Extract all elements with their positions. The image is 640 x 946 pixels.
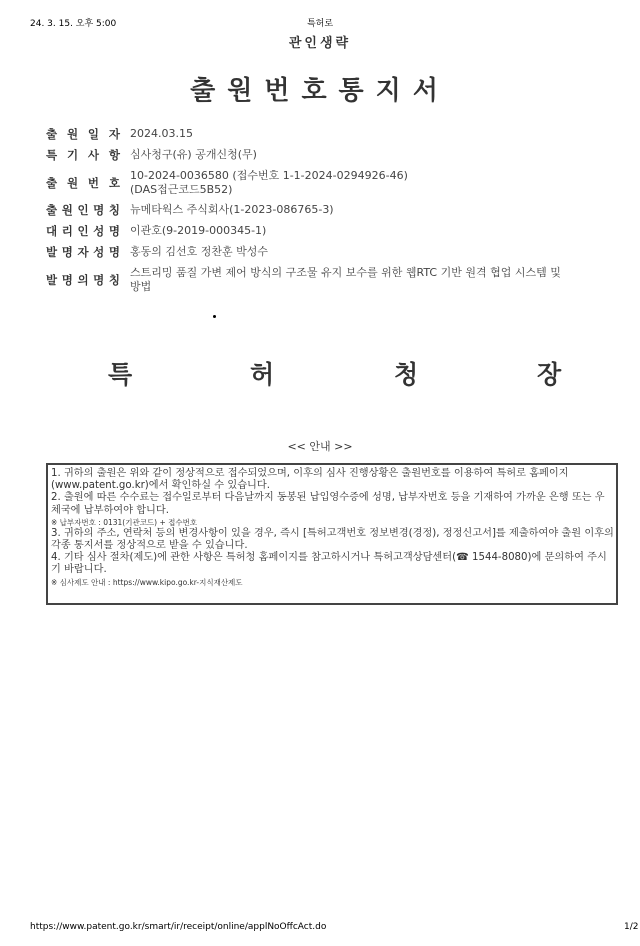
- field-label-char: 특: [46, 148, 58, 162]
- field-label-char: 자: [77, 245, 89, 259]
- field-label-char: 칭: [108, 273, 120, 287]
- field-label-char: 호: [108, 176, 120, 190]
- notice-item-2: 2. 출원에 따른 수수료는 접수일로부터 다음날까지 동봉된 납입영수증에 성명, 납부자번호 등을 기재하여 가까운 은행 또는 우체국에 납부하여야 합니다.: [51, 492, 605, 516]
- field-label-char: 명: [108, 245, 120, 259]
- notice-box: [46, 463, 618, 605]
- field-label-char: 항: [108, 148, 120, 162]
- print-page-number: 1/2: [624, 922, 639, 932]
- bullet-dot: [213, 315, 216, 318]
- document-title: 출원번호통지서: [190, 76, 450, 106]
- agent-name-value: 이관호(9-2019-000345-1): [130, 224, 267, 237]
- field-label-char: 번: [87, 176, 100, 190]
- applicant-name-value: 뉴메타웍스 주식회사(1-2023-086765-3): [130, 203, 334, 216]
- field-row-special-notes: [46, 147, 626, 163]
- field-label-char: 출: [46, 127, 58, 141]
- field-label: [46, 223, 130, 239]
- guide-heading: << 안내 >>: [287, 440, 353, 453]
- notice-note-system-guide: ※ 심사제도 안내 : https://www.kipo.go.kr-지식재산제도: [51, 577, 243, 587]
- field-label-char: 인: [77, 203, 89, 217]
- field-label-char: 기: [66, 148, 79, 162]
- field-label-char: 명: [108, 224, 120, 238]
- field-label-char: 원: [66, 176, 79, 190]
- print-footer-url: https://www.patent.go.kr/smart/ir/receipt/online/applNoOffcAct.do: [30, 922, 327, 932]
- field-label-char: 리: [61, 224, 73, 238]
- notice-item-1: 1. 귀하의 출원은 위와 같이 정상적으로 접수되었으며, 이후의 심사 진행상황은 출원번호를 이용하여 특허로 홈페이지(www.patent.go.kr)에서 확인하실 수 있습니다.: [51, 468, 569, 492]
- notice-note-payer-number: ※ 납부자번호 : 0131(기관코드) + 접수번호: [51, 517, 198, 527]
- field-label: [46, 147, 130, 163]
- field-label-char: 발: [46, 245, 58, 259]
- application-number-value: 10-2024-0036580 (접수번호 1-1-2024-0294926-46) (DAS접근코드5B52): [130, 169, 408, 196]
- field-label: [46, 126, 130, 142]
- field-label-char: 사: [87, 148, 100, 162]
- notice-item-4: 4. 기타 심사 절차(제도)에 관한 사항은 특허청 홈페이지를 참고하시거나 특허고객상담센터(☎ 1544-8080)에 문의하여 주시기 바랍니다.: [51, 552, 607, 576]
- seal-omitted-notice: 관인생략: [288, 36, 352, 51]
- field-row-application-number: [46, 168, 626, 197]
- field-label-char: 출: [46, 176, 58, 190]
- field-row-filing-date: [46, 126, 626, 142]
- office-char: 허: [250, 360, 275, 389]
- field-label-char: 성: [93, 245, 105, 259]
- field-label-char: 성: [93, 224, 105, 238]
- field-label-char: 명: [61, 273, 73, 287]
- field-row-agent-name: [46, 223, 626, 239]
- field-label: [46, 265, 130, 294]
- field-label-char: 일: [87, 127, 100, 141]
- field-label-char: 의: [77, 273, 89, 287]
- field-label: [46, 202, 130, 218]
- field-label-char: 명: [93, 273, 105, 287]
- field-label-char: 원: [61, 203, 73, 217]
- invention-title-value: 스트리밍 품질 가변 제어 방식의 구조물 유지 보수를 위한 웹RTC 기반 원격 협업 시스템 및 방법: [130, 266, 561, 293]
- inventor-names-value: 홍동의 김선호 정찬훈 박성수: [130, 245, 269, 258]
- office-char: 장: [537, 360, 562, 389]
- field-row-applicant-name: [46, 202, 626, 218]
- field-label-char: 원: [66, 127, 79, 141]
- special-notes-value: 심사청구(유) 공개신청(무): [130, 148, 257, 161]
- office-char: 특: [108, 360, 133, 389]
- field-label-char: 출: [46, 203, 58, 217]
- field-label: [46, 168, 130, 197]
- field-label-char: 인: [77, 224, 89, 238]
- field-label-char: 발: [46, 273, 58, 287]
- filing-date-value: 2024.03.15: [130, 127, 193, 140]
- application-fields: [46, 126, 626, 299]
- print-site-name: 특허로: [306, 19, 334, 29]
- print-datetime: 24. 3. 15. 오후 5:00: [30, 19, 117, 29]
- field-label-char: 명: [61, 245, 73, 259]
- field-label-char: 명: [93, 203, 105, 217]
- notice-item-3: 3. 귀하의 주소, 연락처 등의 변경사항이 있을 경우, 즉시 [특허고객번호 정보변경(경정), 정정신고서]를 제출하여야 출원 이후의 각종 통지서를 정상적으로 받을 수 있습니다.: [51, 527, 614, 552]
- field-row-invention-title: [46, 265, 626, 294]
- field-label-char: 칭: [108, 203, 120, 217]
- field-label-char: 자: [108, 127, 120, 141]
- field-row-inventor-names: [46, 244, 626, 260]
- field-label-char: 대: [46, 224, 58, 238]
- field-label: [46, 244, 130, 260]
- issuing-office-name: [0, 355, 640, 391]
- office-char: 청: [394, 360, 419, 389]
